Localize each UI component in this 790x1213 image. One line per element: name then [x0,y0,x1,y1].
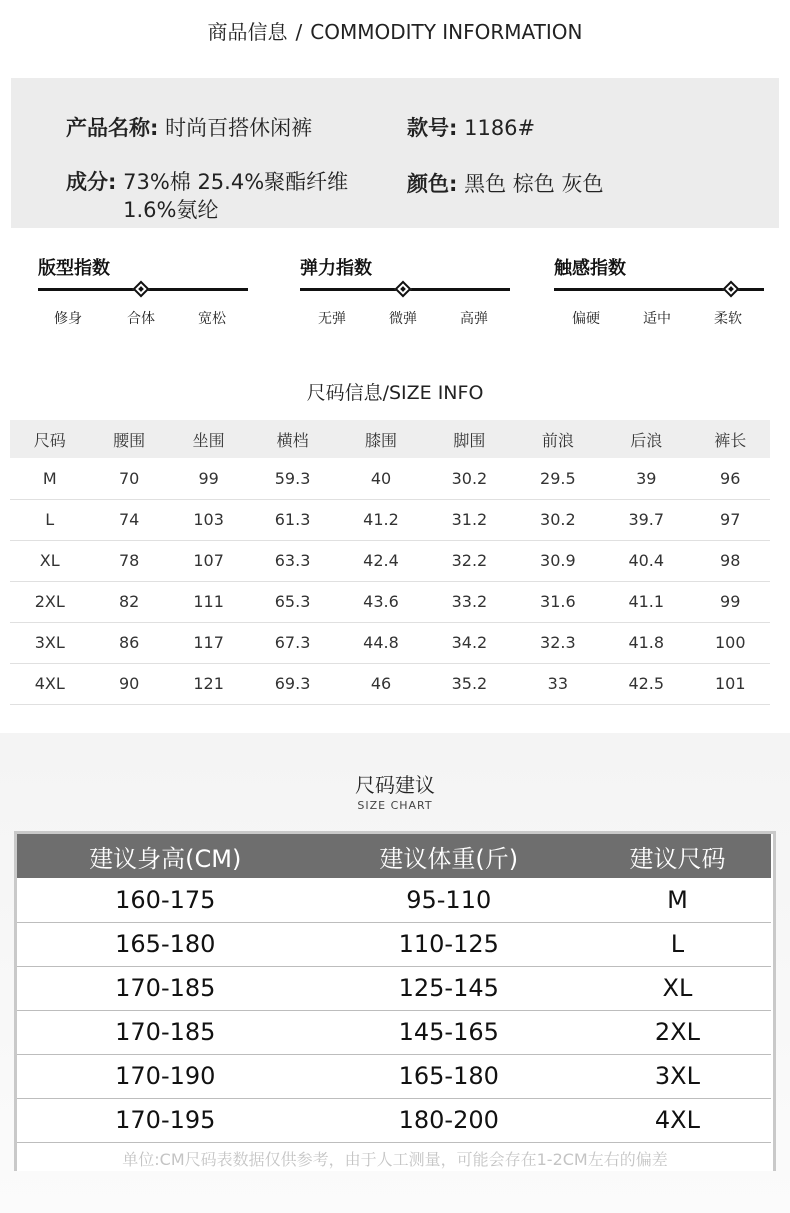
fit-index-label-slim: 修身 [54,311,82,327]
product-code-value: 1186# [464,116,536,140]
composition-line-1: 73%棉 25.4%聚酯纤维 [123,170,349,194]
size-info-header: 脚围 [425,420,513,458]
size-info-header-row [10,420,770,458]
table-cell: 31.6 [514,581,602,622]
size-chart-section [0,733,790,1213]
header-cn: 商品信息 [207,20,288,44]
size-info-header: 后浪 [602,420,690,458]
table-cell: 170-185 [17,966,314,1010]
table-cell: 170-190 [17,1054,314,1098]
size-chart-table [17,834,771,1143]
table-cell: 3XL [10,622,89,663]
table-cell: 100 [690,622,770,663]
table-cell: 117 [169,622,248,663]
table-cell: 35.2 [425,663,513,704]
table-cell: 145-165 [314,1010,584,1054]
touch-index-scale [554,254,766,334]
stretch-index-scale [300,254,512,334]
table-row [10,581,770,622]
table-row [17,922,771,966]
table-cell: 101 [690,663,770,704]
table-cell: 99 [690,581,770,622]
table-cell: 43.6 [337,581,425,622]
table-cell: XL [584,966,771,1010]
table-cell: 33 [514,663,602,704]
table-cell: 30.9 [514,540,602,581]
touch-index-marker [722,281,739,298]
table-cell: 40 [337,458,425,499]
table-cell: 42.4 [337,540,425,581]
colors-label: 颜色: [407,172,458,196]
table-row [10,622,770,663]
touch-index-label-moderate: 适中 [643,311,671,327]
table-cell: 70 [89,458,168,499]
table-cell: 32.2 [425,540,513,581]
table-cell: 78 [89,540,168,581]
size-info-title: 尺码信息/SIZE INFO [306,382,484,404]
table-cell: 34.2 [425,622,513,663]
table-cell: 165-180 [17,922,314,966]
touch-index-label-hard: 偏硬 [572,311,600,327]
table-cell: 110-125 [314,922,584,966]
stretch-index-label-none: 无弹 [318,311,346,327]
table-cell: 67.3 [248,622,336,663]
size-info-header: 裤长 [690,420,770,458]
table-cell: 86 [89,622,168,663]
table-cell: 29.5 [514,458,602,499]
table-row [17,1010,771,1054]
table-cell: 59.3 [248,458,336,499]
stretch-index-label-slight: 微弹 [389,311,417,327]
fit-index-label-regular: 合体 [127,311,155,327]
table-row [17,878,771,922]
section-header [0,16,790,45]
table-cell: 33.2 [425,581,513,622]
size-info-header: 膝围 [337,420,425,458]
table-cell: 30.2 [425,458,513,499]
product-name-value: 时尚百搭休闲裤 [165,116,313,140]
product-code [407,112,535,142]
product-info-box [11,78,779,228]
size-chart-note: 单位:CM尺码表数据仅供参考，由于人工测量，可能会存在1-2CM左右的偏差 [122,1150,668,1169]
stretch-index-title: 弹力指数 [300,258,372,279]
table-row [17,1098,771,1142]
product-code-label: 款号: [407,116,458,140]
stretch-index-label-high: 高弹 [460,311,488,327]
product-name-label: 产品名称: [66,116,159,140]
table-row [10,458,770,499]
fit-index-scale [38,254,250,334]
table-cell: 41.8 [602,622,690,663]
table-row [10,663,770,704]
table-row [10,499,770,540]
table-row [10,540,770,581]
table-cell: 98 [690,540,770,581]
table-cell: 3XL [584,1054,771,1098]
size-info-header: 尺码 [10,420,89,458]
table-cell: 4XL [584,1098,771,1142]
table-cell: 31.2 [425,499,513,540]
table-cell: 41.2 [337,499,425,540]
size-info-header: 横档 [248,420,336,458]
table-cell: L [10,499,89,540]
stretch-index-marker [395,281,412,298]
composition-value [123,168,348,224]
fit-index-marker [133,281,150,298]
size-info-table [10,420,770,705]
touch-index-label-soft: 柔软 [714,311,742,327]
table-cell: XL [10,540,89,581]
touch-index-title: 触感指数 [554,258,626,279]
table-cell: 95-110 [314,878,584,922]
table-cell: 63.3 [248,540,336,581]
size-chart-subtitle: SIZE CHART [357,799,433,812]
table-cell: 165-180 [314,1054,584,1098]
table-cell: 39.7 [602,499,690,540]
product-name [66,112,312,142]
table-cell: M [10,458,89,499]
product-colors [407,168,603,198]
composition-line-2: 1.6%氨纶 [123,198,219,222]
table-cell: 40.4 [602,540,690,581]
table-cell: 107 [169,540,248,581]
header-separator: / [295,20,303,44]
table-cell: 170-185 [17,1010,314,1054]
size-chart-header-row [17,834,771,878]
table-cell: 180-200 [314,1098,584,1142]
table-cell: 30.2 [514,499,602,540]
table-cell: 170-195 [17,1098,314,1142]
table-cell: 121 [169,663,248,704]
table-cell: 74 [89,499,168,540]
table-cell: 39 [602,458,690,499]
size-info-header: 坐围 [169,420,248,458]
colors-value: 黑色 棕色 灰色 [464,172,604,196]
size-chart-box [14,831,776,1171]
table-cell: M [584,878,771,922]
table-cell: 41.1 [602,581,690,622]
product-composition [66,168,406,224]
table-row [17,1054,771,1098]
composition-label: 成分: [66,170,117,194]
table-cell: 4XL [10,663,89,704]
table-cell: 96 [690,458,770,499]
fit-index-title: 版型指数 [38,258,110,279]
table-cell: 90 [89,663,168,704]
table-row [17,966,771,1010]
table-cell: 160-175 [17,878,314,922]
size-chart-header: 建议尺码 [584,834,771,878]
header-en: COMMODITY INFORMATION [310,20,583,44]
table-cell: 2XL [584,1010,771,1054]
table-cell: 42.5 [602,663,690,704]
table-cell: 82 [89,581,168,622]
table-cell: 32.3 [514,622,602,663]
table-cell: 44.8 [337,622,425,663]
table-cell: 69.3 [248,663,336,704]
size-chart-header: 建议体重(斤) [314,834,584,878]
table-cell: 65.3 [248,581,336,622]
table-cell: 2XL [10,581,89,622]
size-chart-title: 尺码建议 [355,773,435,797]
table-cell: 103 [169,499,248,540]
fit-index-label-loose: 宽松 [198,311,226,327]
table-cell: 99 [169,458,248,499]
size-info-header: 腰围 [89,420,168,458]
size-chart-header: 建议身高(CM) [17,834,314,878]
table-cell: 125-145 [314,966,584,1010]
table-cell: 61.3 [248,499,336,540]
size-info-header: 前浪 [514,420,602,458]
table-cell: L [584,922,771,966]
table-cell: 97 [690,499,770,540]
table-cell: 111 [169,581,248,622]
table-cell: 46 [337,663,425,704]
